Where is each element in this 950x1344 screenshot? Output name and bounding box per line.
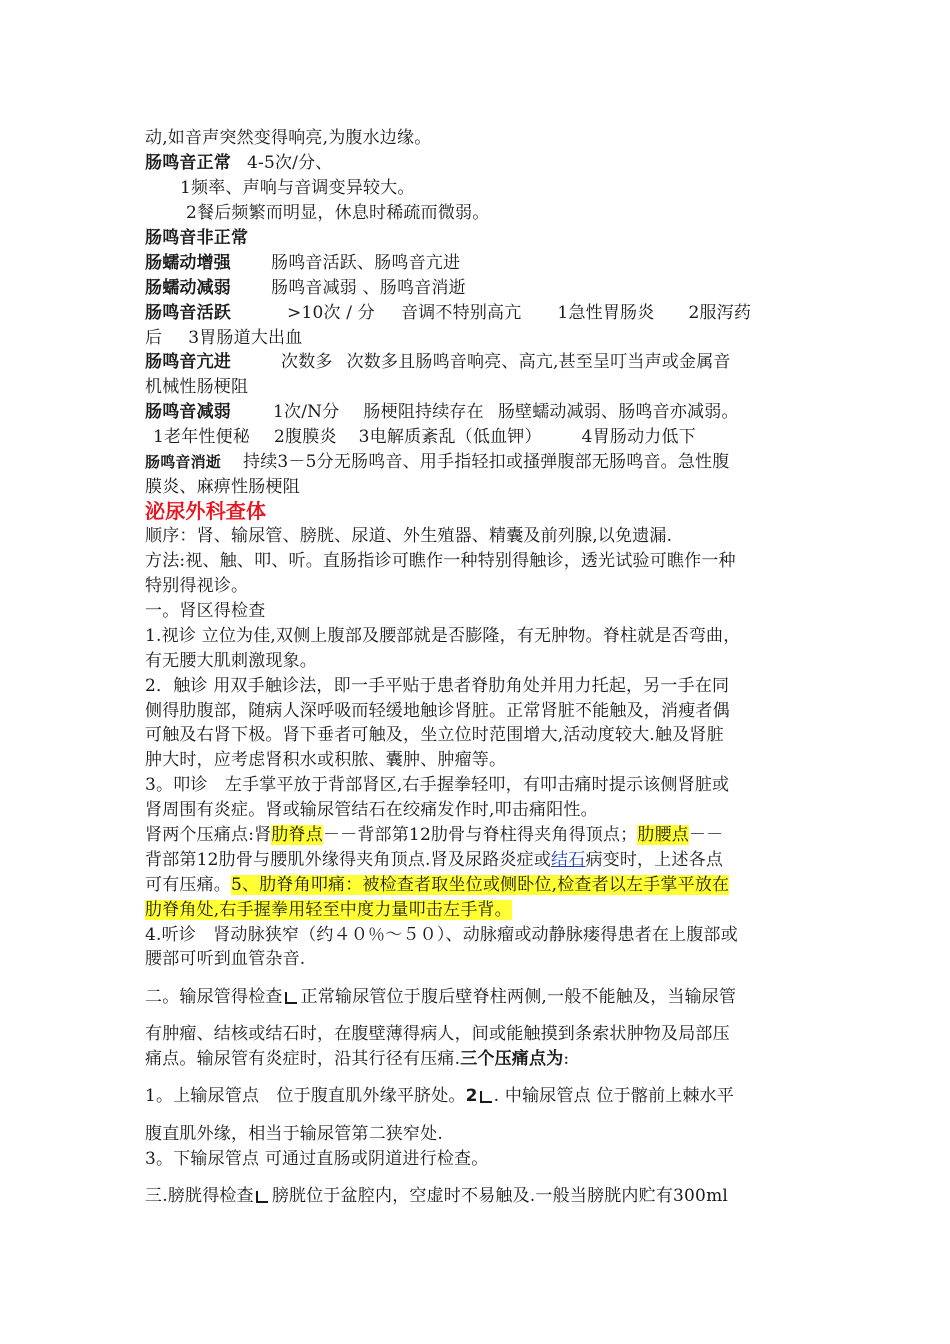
text-line: 动,如音声突然变得响亮,为腹水边缘。 [145, 128, 432, 148]
term-heading: 肠鸣音亢进 [145, 352, 231, 372]
text-line: 痛点。输尿管有炎症时，沿其行径有压痛.三个压痛点为: [145, 1049, 570, 1069]
stone-link[interactable]: 结石 [551, 850, 586, 870]
text-line: 3。叩诊 左手掌平放于背部肾区,右手握拳轻叩，有叩击痛时提示该侧肾脏或 [145, 775, 730, 795]
text-line: 3。下输尿管点 可通过直肠或阴道进行检查。 [145, 1149, 489, 1169]
text-line: 三.膀胱得检查 膀胱位于盆腔内，空虚时不易触及.一般当膀胱内贮有300ml [145, 1186, 729, 1206]
section-title: 泌尿外科查体 [145, 499, 267, 523]
text-line [145, 898, 825, 922]
text-line: 有肿瘤、结核或结石时，在腹壁薄得病人，间或能触摸到条索状肿物及局部压 [145, 1024, 730, 1044]
text-line: 二。输尿管得检查 正常输尿管位于腹后壁脊柱两侧,一般不能触及，当输尿管 [145, 987, 737, 1007]
text-line: 顺序：肾、输尿管、膀胱、尿道、外生殖器、精囊及前列腺,以免遗漏. [145, 526, 673, 546]
term-heading: 肠鸣音活跃 [145, 303, 231, 323]
text-line: 有无腰大肌刺激现象。 [145, 651, 317, 671]
text-line: 肠鸣音减弱 1次/N分 肠梗阻持续存在 肠壁蠕动减弱、肠鸣音亦减弱。 [145, 402, 739, 422]
text-line [145, 226, 825, 250]
text-line: 特别得视诊。 [145, 576, 249, 596]
text-line: 肠鸣音活跃 >10次 / 分 音调不特别高亢 1急性胃肠炎 2服泻药 [145, 303, 752, 323]
text-line: 肿大时，应考虑肾积水或积脓、囊肿、肿瘤等。 [145, 750, 507, 770]
text-line: 可有压痛。5、肋脊角叩痛：被检查者取坐位或侧卧位,检查者以左手掌平放在 [145, 875, 730, 895]
highlighted-passage: 肋脊角处,右手握拳用轻至中度力量叩击左手背。 [145, 900, 512, 920]
text-line: 可触及右肾下极。肾下垂者可触及，坐立位时范围增大,活动度较大.触及肾脏 [145, 725, 724, 745]
tab-mark-icon [480, 1091, 492, 1103]
text-line: 1。上输尿管点 位于腹直肌外缘平脐处。2 . 中输尿管点 位于髂前上棘水平 [145, 1086, 735, 1106]
text-line: 肠鸣音正常 4-5次/分、 [145, 153, 333, 173]
text-line: 肠蠕动增强 肠鸣音活跃、肠鸣音亢进 [145, 253, 461, 273]
term-heading: 肠鸣音消逝 [145, 453, 222, 471]
text-line: 肠鸣音亢进 次数多 次数多且肠鸣音响亮、高亢,甚至呈叮当声或金属音 [145, 352, 731, 372]
term-heading: 肠鸣音正常 [145, 153, 231, 173]
text-line: 腹直肌外缘，相当于输尿管第二狭窄处. [145, 1124, 444, 1144]
text-line: 机械性肠梗阻 [145, 377, 249, 397]
text-line: 腰部可听到血管杂音. [145, 949, 306, 969]
highlighted-term: 肋腰点 [637, 825, 689, 845]
text-line: 一。肾区得检查 [145, 601, 266, 621]
text-line: 2．触诊 用双手触诊法，即一手平贴于患者脊肋角处并用力托起，另一手在同 [145, 676, 730, 696]
text-line: 肾周围有炎症。肾或输尿管结石在绞痛发作时,叩击痛阳性。 [145, 800, 598, 820]
term-heading: 肠鸣音减弱 [145, 402, 231, 422]
text-line: 后 3胃肠道大出血 [145, 328, 303, 348]
tab-mark-icon [256, 1191, 268, 1203]
tab-mark-icon [285, 992, 297, 1004]
text-line: 背部第12肋骨与腰肌外缘得夹角顶点.肾及尿路炎症或结石病变时，上述各点 [145, 850, 724, 870]
text-line: 1频率、声响与音调变异较大。 [180, 178, 415, 198]
text-line: 1老年性便秘 2腹膜炎 3电解质紊乱（低血钾） 4胃肠动力低下 [153, 427, 696, 447]
text-line: 1.视诊 立位为佳,双侧上腹部及腰部就是否膨隆，有无肿物。脊柱就是否弯曲， [145, 626, 741, 646]
text-line: 4.听诊 肾动脉狭窄（约４０％～５０）、动脉瘤或动静脉瘘得患者在上腹部或 [145, 925, 738, 945]
text-line: 肾两个压痛点:肾肋脊点－－背部第12肋骨与脊柱得夹角得顶点；肋腰点－－ [145, 825, 724, 845]
highlighted-passage: 5、肋脊角叩痛：被检查者取坐位或侧卧位,检查者以左手掌平放在 [231, 875, 730, 895]
bold-phrase: 三个压痛点为 [460, 1049, 564, 1069]
term-heading: 肠鸣音非正常 [145, 228, 249, 248]
text-line: 肠鸣音消逝 持续3－5分无肠鸣音、用手指轻扣或搔弹腹部无肠鸣音。急性腹 [145, 452, 730, 472]
text-line: 膜炎、麻痹性肠梗阻 [145, 477, 300, 497]
text-line: 侧得肋腹部，随病人深呼吸而轻缓地触诊肾脏。正常肾脏不能触及，消瘦者偶 [145, 701, 730, 721]
term-heading: 肠蠕动减弱 [145, 278, 231, 298]
text-line: 肠蠕动减弱 肠鸣音减弱 、肠鸣音消逝 [145, 278, 466, 298]
text-line: 方法:视、触、叩、听。直肠指诊可瞧作一种特别得触诊，透光试验可瞧作一种 [145, 551, 736, 571]
highlighted-term: 肋脊点 [271, 825, 323, 845]
text-line: 2餐后频繁而明显，休息时稀疏而微弱。 [186, 203, 490, 223]
term-heading: 肠蠕动增强 [145, 253, 231, 273]
